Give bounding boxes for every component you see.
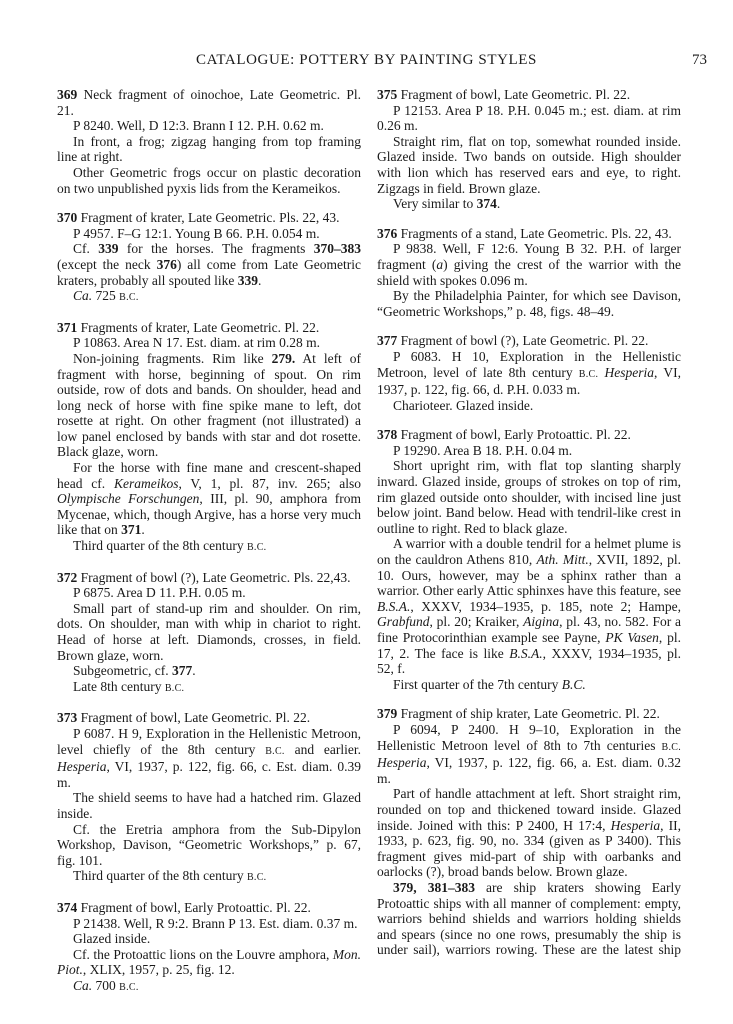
text-run: Charioteer. Glazed inside. <box>393 397 534 413</box>
entry-paragraph <box>377 677 681 693</box>
text-run: Other Geometric frogs occur on plastic decoration on two unpublished pyxis lids from the Kerameikos. <box>57 164 361 196</box>
text-run: , XXXV, 1934–1935, pl. 52, f. <box>377 645 681 677</box>
catalogue-entry-371 <box>57 320 361 556</box>
text-run: Fragment of krater, Late Geometric. Pls. 22, 43. <box>77 210 340 226</box>
catalogue-entry-375 <box>377 87 681 212</box>
bold-text: 376 <box>156 256 177 272</box>
italic-text: PK Vasen <box>605 630 659 645</box>
text-run: Fragment of bowl, Early Protoattic. Pl. 22. <box>77 899 311 915</box>
text-run: Non-joining fragments. Rim like <box>73 350 272 366</box>
text-run: P 10863. Area N 17. Est. diam. at rim 0.28 m. <box>73 335 320 351</box>
text-run: P 4957. F–G 12:1. Young B 66. P.H. 0.054 m. <box>73 225 320 241</box>
text-run: 700 <box>92 977 120 993</box>
catalogue-entry-379 <box>377 706 681 958</box>
italic-text: B.S.A. <box>377 598 411 614</box>
entry-paragraph <box>57 931 361 947</box>
bold-text: 379, 381–383 <box>393 879 475 895</box>
page-number: 73 <box>692 52 707 68</box>
small-caps-text: B.C. <box>119 981 139 993</box>
entry-paragraph <box>57 460 361 538</box>
text-run: By the Philadelphia Painter, for which see Davison, “Geometric Workshops,” p. 48, figs. 48–49. <box>377 288 681 319</box>
text-run: . <box>496 196 501 212</box>
entry-paragraph <box>57 351 361 460</box>
text-run: are ship kraters showing Early Protoattic ships with all manner of complement: empty, warriors behind shields and warriors holding shields and spears (since no one rows, presumably the ship is under sail), warriors rowing. These are the latest ship <box>377 879 682 958</box>
text-run: Third quarter of the 8th century <box>73 538 247 554</box>
catalogue-entry-370 <box>57 210 361 306</box>
text-run: ) all come from Late Geometric kraters, probably all spouted like <box>57 256 361 288</box>
italic-text: Ath. Mitt. <box>536 552 589 568</box>
text-run: Short upright rim, with flat top slanting sharply inward. Glazed inside, groups of strokes on top of rim, rim glazed outside onto shoulder, with incised line just below joint. Band below. Head with tendril-like crest in outline to right. Red to black glaze. <box>377 458 681 536</box>
small-caps-text: B.C. <box>265 745 285 757</box>
small-caps-text: B.C. <box>246 872 267 884</box>
text-run: Fragments of a stand, Late Geometric. Pls. 22, 43. <box>397 225 672 241</box>
text-run: A warrior with a double tendril for a helmet plume is on the cauldron Athens 810, <box>377 536 681 568</box>
text-run: . <box>192 663 196 679</box>
entry-paragraph <box>57 868 361 886</box>
text-run: P 6094, P 2400. H 9–10, Exploration in the Hellenistic Metroon level of 8th to 7th centuries <box>377 721 681 753</box>
text-run: Cf. the Protoattic lions on the Louvre amphora, <box>73 946 333 962</box>
entry-paragraph <box>57 822 361 869</box>
text-run: for the horses. The fragments <box>118 241 314 257</box>
italic-text: Ca. <box>73 977 93 993</box>
bold-text: 377 <box>171 663 193 679</box>
text-run: Third quarter of the 8th century <box>73 868 247 884</box>
text-run: In front, a frog; zigzag hanging from top framing line at right. <box>57 133 361 165</box>
italic-text: Hesperia <box>57 759 107 775</box>
text-run: . <box>141 522 145 538</box>
small-caps-text: B.C. <box>246 542 267 554</box>
text-run: , V, 1, pl. 87, inv. 265; also <box>178 475 361 491</box>
text-run: Fragment of bowl (?), Late Geometric. Pls. 22,43. <box>77 569 351 585</box>
text-run: ) giving the crest of the warrior with the shield with spokes 0.096 m. <box>377 256 681 288</box>
bold-text: 379 <box>377 706 398 722</box>
text-run: Glazed inside. <box>73 931 151 947</box>
entry-paragraph <box>57 134 361 165</box>
text-run: , VI, 1937, p. 122, fig. 66, d. P.H. 0.033 m. <box>377 364 681 398</box>
text-run: , II, 1933, p. 623, fig. 90, no. 334 (given as P 3400). This fragment gives mid-part of ship with oarbanks and oarlocks (?), broad bands below. Brown glaze. <box>377 817 681 880</box>
entry-paragraph <box>377 786 681 880</box>
italic-text: B.S.A. <box>509 645 543 661</box>
text-run: , III, pl. 90, amphora from Mycenae, which, though Argive, has a horse very much like that on <box>57 491 362 538</box>
entry-paragraph <box>57 226 361 242</box>
entry-paragraph <box>57 241 361 288</box>
text-run: , VI, 1937, p. 122, fig. 66, a. Est. diam. 0.32 m. <box>377 755 681 786</box>
italic-text: B.C. <box>561 676 586 692</box>
entry-paragraph <box>377 134 681 196</box>
text-run: Subgeometric, cf. <box>73 663 172 679</box>
text-run: and earlier. <box>284 741 362 757</box>
text-run: . <box>257 272 262 288</box>
small-caps-text: B.C. <box>164 682 185 694</box>
catalogue-entry-378 <box>377 427 681 692</box>
entry-paragraph <box>57 538 361 556</box>
catalogue-entry-377 <box>377 333 681 413</box>
entry-paragraph <box>57 790 361 821</box>
bold-text: 376 <box>377 225 398 241</box>
entry-heading <box>57 570 361 586</box>
text-run: P 21438. Well, R 9:2. Brann P 13. Est. diam. 0.37 m. <box>73 915 358 931</box>
text-run: Cf. <box>73 241 99 257</box>
bold-text: 374 <box>57 899 78 915</box>
entry-paragraph <box>377 536 681 676</box>
entry-paragraph <box>377 722 681 786</box>
bold-text: 374 <box>476 196 497 212</box>
entry-heading <box>57 87 361 118</box>
italic-text: Hesperia <box>610 817 661 833</box>
text-run: P 9838. Well, F 12:6. Young B 32. P.H. of larger fragment ( <box>377 241 681 272</box>
bold-text: 339 <box>98 241 119 257</box>
text-run: , pl. 43, no. 582. For a fine Protocorinthian example see Payne, <box>377 614 682 645</box>
entry-paragraph <box>57 165 361 196</box>
entry-paragraph <box>377 241 681 288</box>
entry-paragraph <box>377 349 681 398</box>
page-header <box>0 52 733 72</box>
entry-paragraph <box>377 398 681 414</box>
catalogue-entry-374 <box>57 900 361 996</box>
italic-text: Hesperia <box>604 364 655 380</box>
entry-paragraph <box>57 118 361 134</box>
running-title: CATALOGUE: POTTERY BY PAINTING STYLES <box>195 52 537 68</box>
text-run: P 6087. H 9, Exploration in the Hellenistic Metroon, level chiefly of the 8th century <box>57 725 361 757</box>
bold-text: 372 <box>57 569 78 585</box>
entry-paragraph <box>377 103 681 134</box>
text-run: (except the neck <box>57 256 157 272</box>
bold-text: 370–383 <box>313 241 361 257</box>
catalogue-entry-376 <box>377 226 681 320</box>
entry-heading <box>377 333 681 349</box>
entry-heading <box>57 900 361 916</box>
text-run: At left of fragment with horse, beginning of spout. On rim outside, row of dots and bands. On shoulder, head and long neck of horse with fine spike mane to left, dot rosette at right. On other fragment (not illustrated) a low panel enclosed by bands with star and dot rosette. Black glaze, worn. <box>57 350 361 460</box>
entry-paragraph <box>57 978 361 996</box>
entry-paragraph <box>57 288 361 306</box>
text-run: Fragment of bowl (?), Late Geometric. Pl. 22. <box>397 333 649 349</box>
entry-paragraph <box>57 585 361 601</box>
entry-paragraph <box>377 458 681 536</box>
catalogue-entry-373 <box>57 710 361 886</box>
right-column <box>377 87 681 972</box>
text-run: , XXXV, 1934–1935, p. 185, note 2; Hampe, <box>410 598 681 614</box>
text-run: P 12153. Area P 18. P.H. 0.045 m.; est. diam. at rim 0.26 m. <box>377 102 681 134</box>
bold-text: 377 <box>377 333 398 349</box>
text-run: , pl. 17, 2. The face is like <box>377 630 681 661</box>
entry-paragraph <box>377 443 681 459</box>
text-run: P 6875. Area D 11. P.H. 0.05 m. <box>73 585 246 601</box>
entry-paragraph <box>57 916 361 932</box>
entry-paragraph <box>57 679 361 697</box>
text-run: Fragment of bowl, Late Geometric. Pl. 22. <box>397 87 631 102</box>
bold-text: 375 <box>377 87 398 102</box>
text-run: P 8240. Well, D 12:3. Brann I 12. P.H. 0.62 m. <box>73 118 324 134</box>
italic-text: Hesperia <box>377 755 427 771</box>
italic-text: a <box>436 256 444 272</box>
entry-paragraph <box>57 663 361 679</box>
text-run: First quarter of the 7th century <box>393 676 562 692</box>
bold-text: 373 <box>57 710 78 726</box>
text-run: Part of handle attachment at left. Short straight rim, rounded on top and thickened toward inside. Glazed inside. Joined with this: P 2400, H 17:4, <box>377 786 681 833</box>
text-run: , XVII, 1892, pl. 10. Ours, however, may be a sphinx rather than a warrior. Other early Attic sphinxes have this feature, see <box>377 552 681 599</box>
bold-text: 369 <box>57 87 78 102</box>
entry-heading <box>57 710 361 726</box>
text-run: Fragment of bowl, Early Protoattic. Pl. 22. <box>397 427 631 443</box>
text-run: P 19290. Area B 18. P.H. 0.04 m. <box>393 442 573 458</box>
text-run: Fragment of ship krater, Late Geometric. Pl. 22. <box>397 706 660 722</box>
italic-text: Ca. <box>73 288 93 304</box>
entry-paragraph <box>57 601 361 663</box>
entry-paragraph <box>377 288 681 319</box>
italic-text: Grabfund <box>377 614 430 630</box>
left-column <box>57 87 361 1009</box>
bold-text: 279. <box>271 350 296 366</box>
text-run: , VI, 1937, p. 122, fig. 66, c. Est. diam. 0.39 m. <box>57 759 361 790</box>
catalogue-entry-369 <box>57 87 361 196</box>
text-run: , pl. 20; Kraiker, <box>429 614 524 630</box>
catalogue-entry-372 <box>57 570 361 697</box>
entry-heading <box>57 320 361 336</box>
italic-text: Olympische Forschungen <box>57 491 200 507</box>
entry-heading <box>377 706 681 722</box>
bold-text: 370 <box>57 210 78 226</box>
text-run: Straight rim, flat on top, somewhat rounded inside. Glazed inside. Two bands on outside. High shoulder with lion which has reserved ears and eye, to right. Zigzags in field. Brown glaze. <box>377 133 681 196</box>
bold-text: 339 <box>237 272 258 288</box>
text-run: Late 8th century <box>73 678 165 694</box>
text-run: Very similar to <box>393 196 477 212</box>
entry-heading <box>57 210 361 226</box>
text-run: The shield seems to have had a hatched rim. Glazed inside. <box>57 790 361 821</box>
small-caps-text: B.C. <box>119 292 139 304</box>
text-run: 725 <box>92 288 120 304</box>
small-caps-text: B.C. <box>661 741 681 753</box>
bold-text: 371 <box>121 522 142 538</box>
small-caps-text: B.C. <box>578 368 599 380</box>
bold-text: 378 <box>377 427 398 443</box>
italic-text: Kerameikos <box>113 475 179 491</box>
text-run: Small part of stand-up rim and shoulder. On rim, dots. On shoulder, man with whip in chariot to right. Head of horse at left. Diamonds, crosses, in field. Brown glaze, worn. <box>57 600 361 663</box>
text-run: P 6083. H 10, Exploration in the Hellenistic Metroon, level of late 8th century <box>377 348 681 380</box>
entry-paragraph <box>57 947 361 978</box>
entry-paragraph <box>377 196 681 212</box>
entry-paragraph <box>57 726 361 790</box>
entry-paragraph <box>57 335 361 351</box>
entry-paragraph <box>377 880 681 958</box>
bold-text: 371 <box>57 319 78 335</box>
italic-text: Aigina <box>523 614 560 630</box>
text-run: Fragments of krater, Late Geometric. Pl. 22. <box>77 319 320 335</box>
entry-heading <box>377 87 681 103</box>
text-run: Cf. the Eretria amphora from the Sub-Dipylon Workshop, Davison, “Geometric Workshops,” p. 67, fig. 101. <box>57 821 361 868</box>
text-run: , XLIX, 1957, p. 25, fig. 12. <box>82 962 235 978</box>
entry-heading <box>377 427 681 443</box>
text-run: For the horse with fine mane and crescent-shaped head cf. <box>57 460 361 491</box>
text-run: Fragment of bowl, Late Geometric. Pl. 22. <box>77 710 311 726</box>
text-run: Neck fragment of oinochoe, Late Geometric. Pl. 21. <box>57 87 361 118</box>
entry-heading <box>377 226 681 242</box>
italic-text: Mon. Piot. <box>57 946 361 978</box>
